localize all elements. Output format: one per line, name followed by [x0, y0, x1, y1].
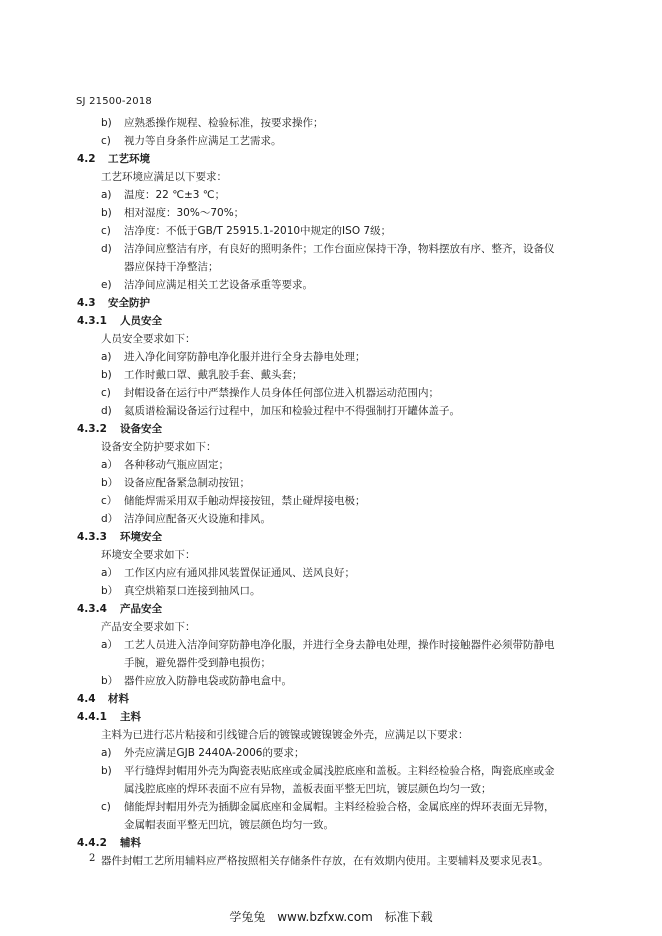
section-heading: 主料: [120, 711, 141, 723]
section-number: 4.3: [77, 297, 96, 309]
list-item-marker: a）: [101, 459, 118, 471]
paragraph-line: 各种移动气瓶应固定；: [124, 459, 229, 471]
paragraph-line: 平行缝焊封帽用外壳为陶瓷表贴底座或金属浅腔底座和盖板。主料经检验合格，陶瓷底座或金: [124, 765, 555, 777]
section-number: 4.3.4: [77, 603, 107, 615]
paragraph-line: 主料为已进行芯片粘接和引线键合后的镀镍或镀镍镀金外壳，应满足以下要求：: [101, 729, 469, 741]
list-item-marker: d): [101, 405, 112, 417]
list-item-marker: c）: [101, 495, 118, 507]
paragraph-line: 设备安全防护要求如下：: [101, 441, 217, 453]
page-number: 2: [89, 853, 96, 864]
paragraph-line: 应熟悉操作规程、检验标准，按要求操作；: [124, 117, 324, 129]
section-number: 4.4.2: [77, 837, 107, 849]
list-item-marker: b）: [101, 675, 119, 687]
section-number: 4.3.2: [77, 423, 107, 435]
section-heading: 工艺环境: [108, 153, 150, 165]
section-number: 4.4: [77, 693, 96, 705]
paragraph-line: 器件应放入防静电袋或防静电盒中。: [124, 675, 292, 687]
paragraph-line: 工艺环境应满足以下要求：: [101, 171, 227, 183]
paragraph-line: 器应保持干净整洁；: [124, 261, 219, 273]
paragraph-line: 工艺人员进入洁净间穿防静电净化服，并进行全身去静电处理，操作时接触器件必须带防静电: [124, 639, 555, 651]
paragraph-line: 洁净间应配备灭火设施和排风。: [124, 513, 271, 525]
standard-code-header: SJ 21500-2018: [76, 96, 152, 107]
paragraph-line: 人员安全要求如下：: [101, 333, 196, 345]
paragraph-line: 储能焊封帽用外壳为插脚金属底座和金属帽。主料经检验合格，金属底座的焊环表面无异物，: [124, 801, 555, 813]
list-item-marker: a): [101, 189, 112, 201]
list-item-marker: b）: [101, 585, 119, 597]
paragraph-line: 温度：22 ℃±3 ℃；: [124, 189, 226, 201]
section-heading: 材料: [108, 693, 129, 705]
footer-url[interactable]: www.bzfxw.com: [277, 910, 373, 924]
watermark-footer: [0, 908, 662, 925]
section-heading: 环境安全: [120, 531, 162, 543]
list-item-marker: c): [101, 387, 111, 399]
list-item-marker: b）: [101, 477, 119, 489]
paragraph-line: 洁净度：不低于GB/T 25915.1-2010中规定的ISO 7级；: [124, 225, 392, 237]
paragraph-line: 洁净间应整洁有序，有良好的照明条件；工作台面应保持干净，物料摆放有序、整齐，设备仪: [124, 243, 555, 255]
paragraph-line: 视力等自身条件应满足工艺需求。: [124, 135, 282, 147]
list-item-marker: b): [101, 117, 112, 129]
list-item-marker: a): [101, 747, 112, 759]
paragraph-line: 器件封帽工艺所用辅料应严格按照相关存储条件存放，在有效期内使用。主要辅料及要求见表1。: [101, 855, 549, 867]
footer-site-name: 学兔兔: [229, 910, 266, 924]
section-number: 4.3.1: [77, 315, 107, 327]
list-item-marker: d): [101, 243, 112, 255]
footer-tagline: 标准下载: [384, 910, 433, 924]
list-item-marker: d）: [101, 513, 119, 525]
paragraph-line: 储能焊需采用双手触动焊接按钮，禁止碰焊接电极；: [124, 495, 366, 507]
paragraph-line: 工作区内应有通风排风装置保证通风、送风良好；: [124, 567, 355, 579]
list-item-marker: a）: [101, 639, 118, 651]
paragraph-line: 工作时戴口罩、戴乳胶手套、戴头套；: [124, 369, 303, 381]
section-heading: 设备安全: [120, 423, 162, 435]
list-item-marker: e): [101, 279, 112, 291]
paragraph-line: 相对湿度：30%～70%；: [124, 207, 245, 219]
list-item-marker: c): [101, 225, 111, 237]
paragraph-line: 真空烘箱泵口连接到抽风口。: [124, 585, 261, 597]
list-item-marker: b): [101, 765, 112, 777]
section-number: 4.3.3: [77, 531, 107, 543]
section-heading: 辅料: [120, 837, 141, 849]
paragraph-line: 封帽设备在运行中严禁操作人员身体任何部位进入机器运动范围内；: [124, 387, 439, 399]
paragraph-line: 属浅腔底座的焊环表面不应有异物，盖板表面平整无凹坑，镀层颜色均匀一致；: [124, 783, 492, 795]
paragraph-line: 洁净间应满足相关工艺设备承重等要求。: [124, 279, 313, 291]
section-heading: 安全防护: [108, 297, 150, 309]
paragraph-line: 外壳应满足GJB 2440A-2006的要求；: [124, 747, 305, 759]
list-item-marker: a）: [101, 567, 118, 579]
paragraph-line: 手腕，避免器件受到静电损伤；: [124, 657, 271, 669]
paragraph-line: 产品安全要求如下：: [101, 621, 196, 633]
paragraph-line: 金属帽表面平整无凹坑，镀层颜色均匀一致。: [124, 819, 334, 831]
list-item-marker: a): [101, 351, 112, 363]
paragraph-line: 氦质谱检漏设备运行过程中，加压和检验过程中不得强制打开罐体盖子。: [124, 405, 460, 417]
section-heading: 产品安全: [120, 603, 162, 615]
section-number: 4.4.1: [77, 711, 107, 723]
list-item-marker: c): [101, 135, 111, 147]
paragraph-line: 进入净化间穿防静电净化服并进行全身去静电处理；: [124, 351, 366, 363]
list-item-marker: c): [101, 801, 111, 813]
paragraph-line: 环境安全要求如下：: [101, 549, 196, 561]
list-item-marker: b): [101, 207, 112, 219]
section-number: 4.2: [77, 153, 96, 165]
list-item-marker: b): [101, 369, 112, 381]
section-heading: 人员安全: [120, 315, 162, 327]
paragraph-line: 设备应配备紧急制动按钮；: [124, 477, 250, 489]
